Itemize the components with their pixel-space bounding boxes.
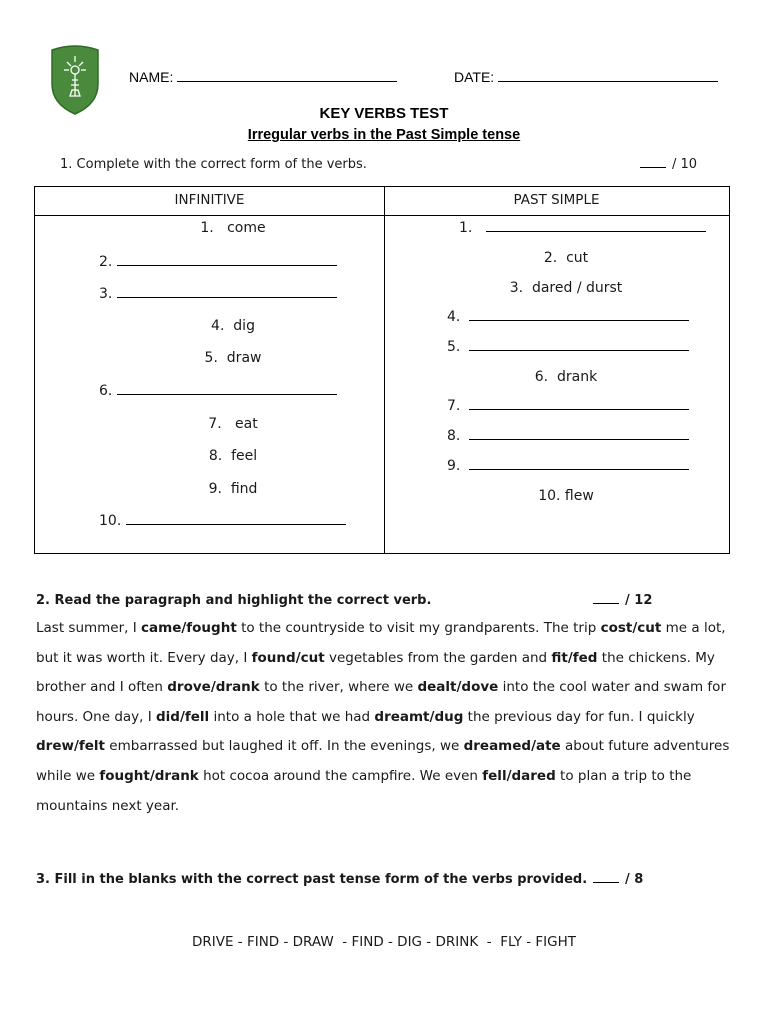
answer-blank[interactable] <box>486 221 706 232</box>
column-header-past-simple: PAST SIMPLE <box>513 192 600 208</box>
name-blank-line[interactable] <box>177 70 397 82</box>
question-2-instruction: 2. Read the paragraph and highlight the correct verb. <box>36 593 432 608</box>
verb-word-bank: DRIVE - FIND - DRAW - FIND - DIG - DRINK - FLY - FIGHT <box>191 934 577 950</box>
verb-choice[interactable]: drove/drank <box>167 679 260 696</box>
highlight-paragraph <box>36 614 736 821</box>
infinitive-item-2: 2. <box>99 254 337 270</box>
paragraph-text: vegetables from the garden and <box>324 649 552 666</box>
infinitive-item-8: 8. feel <box>208 448 258 464</box>
infinitive-item-6: 6. <box>99 383 337 399</box>
question-2-score <box>593 593 652 608</box>
verb-choice[interactable]: came/fought <box>141 620 237 636</box>
paragraph-text: the chickens. My brother and I often <box>36 649 715 696</box>
paragraph-text: to the countryside to visit my grandparents. The trip <box>236 620 601 636</box>
verb-choice[interactable]: found/cut <box>251 649 325 666</box>
verb-choice[interactable]: drew/felt <box>36 738 105 755</box>
past-item-7: 7. <box>447 398 689 414</box>
infinitive-word: eat <box>235 416 258 432</box>
infinitive-item-3: 3. <box>99 286 337 302</box>
past-word: drank <box>557 369 598 385</box>
paragraph-text: to the river, where we <box>259 679 418 696</box>
verb-choice[interactable]: fell/dared <box>482 767 556 784</box>
name-field[interactable] <box>129 69 397 85</box>
verb-choice[interactable]: fit/fed <box>551 649 598 666</box>
past-word: dared / durst <box>531 280 623 296</box>
answer-blank[interactable] <box>117 255 337 266</box>
paragraph-text: embarrassed but laughed it off. In the evenings, we <box>105 738 464 755</box>
question-3-score <box>593 872 643 887</box>
answer-blank[interactable] <box>117 384 337 395</box>
verb-choice[interactable]: cost/cut <box>600 620 662 636</box>
answer-blank[interactable] <box>117 287 337 298</box>
answer-blank[interactable] <box>469 429 689 440</box>
name-label: NAME: <box>129 69 174 85</box>
paragraph-text: the previous day for fun. I quickly <box>463 708 695 725</box>
paragraph-text: to plan a trip to the mountains next year. <box>36 767 692 814</box>
infinitive-item-1: 1. come <box>200 220 266 236</box>
infinitive-word: come <box>227 220 266 236</box>
past-item-5: 5. <box>447 339 689 355</box>
past-item-3: 3. dared / durst <box>509 280 623 296</box>
past-word: cut <box>566 250 589 266</box>
verb-choice[interactable]: fought/drank <box>99 767 199 784</box>
past-item-1: 1. <box>459 220 706 236</box>
score-total: / 8 <box>625 872 644 887</box>
infinitive-item-9: 9. find <box>208 481 258 497</box>
date-blank-line[interactable] <box>498 70 718 82</box>
past-item-8: 8. <box>447 428 689 444</box>
infinitive-item-7: 7. eat <box>208 416 258 432</box>
verbs-table <box>34 186 730 554</box>
past-item-10: 10. flew <box>538 488 594 504</box>
past-word: flew <box>564 488 594 504</box>
question-3-instruction: 3. Fill in the blanks with the correct past tense form of the verbs provided. <box>36 872 588 887</box>
question-1-instruction: 1. Complete with the correct form of the verbs. <box>60 157 367 172</box>
page-title: KEY VERBS TEST <box>319 105 449 122</box>
infinitive-item-4: 4. dig <box>211 318 255 334</box>
verb-choice[interactable]: dealt/dove <box>417 679 499 696</box>
infinitive-item-5: 5. draw <box>204 350 262 366</box>
infinitive-word: dig <box>233 318 255 334</box>
past-item-6: 6. drank <box>534 369 598 385</box>
verb-choice[interactable]: did/fell <box>156 708 210 725</box>
answer-blank[interactable] <box>469 310 689 321</box>
paragraph-text: Last summer, I <box>36 620 142 636</box>
verb-choice[interactable]: dreamed/ate <box>463 738 561 755</box>
past-item-9: 9. <box>447 458 689 474</box>
question-1-score <box>640 157 697 172</box>
paragraph-text: about future adventures while we <box>36 738 730 784</box>
answer-blank[interactable] <box>469 399 689 410</box>
score-blank[interactable] <box>593 593 619 604</box>
date-label: DATE: <box>454 69 495 85</box>
table-header-divider <box>35 215 729 216</box>
verb-choice[interactable]: dreamt/dug <box>374 708 464 725</box>
infinitive-word: draw <box>226 350 262 366</box>
infinitive-word: find <box>230 481 258 497</box>
past-item-4: 4. <box>447 309 689 325</box>
paragraph-text: hot cocoa around the campfire. We even <box>198 767 483 784</box>
column-header-infinitive: INFINITIVE <box>174 192 245 208</box>
infinitive-item-10: 10. <box>99 513 346 529</box>
paragraph-text: me a lot, but it was worth it. Every day, I <box>36 620 726 666</box>
past-item-2: 2. cut <box>543 250 589 266</box>
infinitive-word: feel <box>231 448 258 464</box>
answer-blank[interactable] <box>126 514 346 525</box>
paragraph-text: into the cool water and swam for hours. One day, I <box>36 679 726 725</box>
answer-blank[interactable] <box>469 459 689 470</box>
score-total: / 10 <box>672 157 698 172</box>
date-field[interactable] <box>454 69 718 85</box>
score-blank[interactable] <box>593 872 619 883</box>
score-total: / 12 <box>625 593 653 608</box>
paragraph-text: into a hole that we had <box>209 708 375 725</box>
page-subtitle: Irregular verbs in the Past Simple tense <box>247 127 521 143</box>
score-blank[interactable] <box>640 157 666 168</box>
answer-blank[interactable] <box>469 340 689 351</box>
